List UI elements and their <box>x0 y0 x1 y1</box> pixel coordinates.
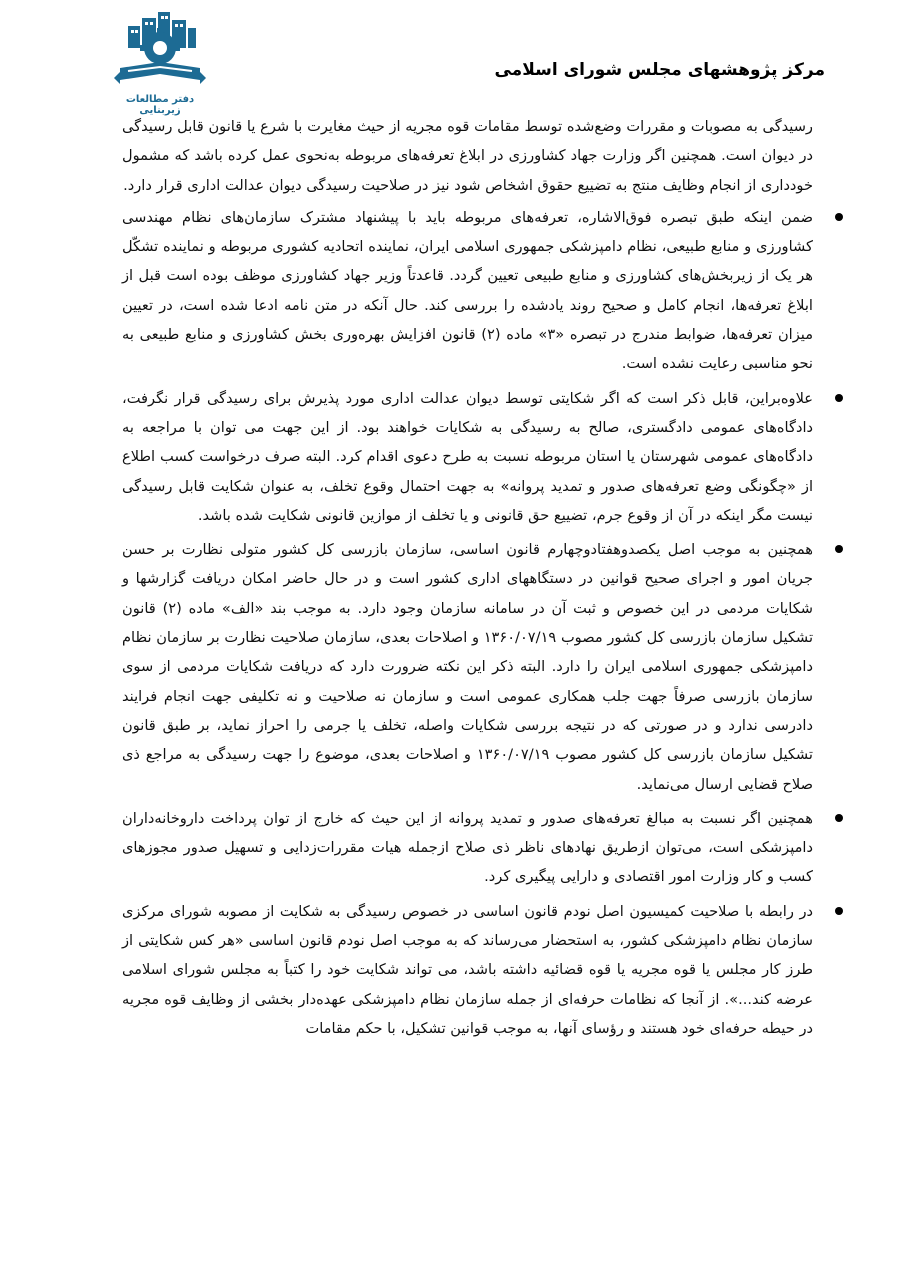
header-title: مرکز پژوهشهای مجلس شورای اسلامی <box>494 60 825 80</box>
logo <box>110 10 210 116</box>
bullet-icon <box>835 213 843 221</box>
bullet-icon <box>835 545 843 553</box>
list-item-text: در رابطه با صلاحیت کمیسیون اصل نودم قانون اساسی در خصوص رسیدگی به شکایت از مصوبه شورای مرکزی سازمان نظام دامپزشکی کشور، به استحضار می‌رساند که به موجب اصل نودم قانون اساسی «هر کس شکایتی از طرز کار مجلس یا قوه مجریه یا قوه قضائیه داشته باشد، می تواند شکایت خود را کتباً به مجلس شورای اسلامی عرضه کند...». از آنجا که نظامات حرفه‌ای از جمله سازمان نظام دامپزشکی عهده‌دار بخشی از وظایف قوه مجریه در حیطه حرفه‌ای خود هستند و رؤسای آنها، به موجب قوانین تشکیل، با حکم مقامات <box>122 902 813 1037</box>
bullet-icon <box>835 814 843 822</box>
institution-logo-icon <box>110 10 210 94</box>
list-item <box>122 384 813 530</box>
bullet-icon <box>835 907 843 915</box>
bullet-list <box>122 203 813 1043</box>
list-item-text: علاوه‌براین، قابل ذکر است که اگر شکایتی توسط دیوان عدالت اداری مورد پذیرش برای رسیدگی قرار نگرفت، دادگاه‌های عمومی دادگستری، صالح به رسیدگی به شکایات خواهند بود. از این جهت می توان با مراجعه به دادگاه‌های عمومی شهرستان یا استان مربوطه نسبت به طرح دعوی اقدام کرد. البته صرف درخواست کسب اطلاع از «چگونگی وضع تعرفه‌های صدور و تمدید پروانه» به جهت احتمال وقوع تخلف، به عنوان شکایت قابل رسیدگی نیست مگر اینکه در آن از وقوع جرم، تضییع حق قانونی و یا تخلف از موازین قانونی شکایت شده باشد. <box>122 389 813 524</box>
list-item <box>122 203 813 379</box>
intro-paragraph: رسیدگی به مصوبات و مقررات وضع‌شده توسط مقامات قوه مجریه از حیث مغایرت با شرع یا قانون قابل رسیدگی در دیوان است. همچنین اگر وزارت جهاد کشاورزی در ابلاغ تعرفه‌های مربوطه به‌نحوی عمل کرده باشد که مشمول خودداری از انجام وظایف منتج به تضییع حقوق اشخاص شود نیز در صلاحیت رسیدگی دیوان عدالت اداری قرار دارد. <box>122 118 813 194</box>
list-item-text: همچنین اگر نسبت به مبالغ تعرفه‌های صدور و تمدید پروانه از این حیث که خارج از توان پرداخت داروخانه‌داران دامپزشکی است، می‌توان ازطریق نهادهای ناظر ذی صلاح ازجمله هیات مقررات‌زدایی و تسهیل صدور مجوزهای کسب و کار وزارت امور اقتصادی و دارایی پیگیری کرد. <box>122 809 813 886</box>
list-item <box>122 897 813 1043</box>
logo-caption: دفتر مطالعات زیربنایی <box>125 94 195 116</box>
list-item <box>122 804 813 892</box>
document-body <box>122 112 813 1048</box>
list-item-text: همچنین به موجب اصل یکصدوهفتادوچهارم قانون اساسی، سازمان بازرسی کل کشور متولی نظارت بر حسن جریان امور و اجرای صحیح قوانین در دستگاههای اداری کشور است و در حال حاضر امکان دریافت گزارشها و شکایات مردمی در این خصوص و ثبت آن در سامانه سازمان وجود دارد. به موجب بند «الف» ماده (۲) قانون تشکیل سازمان بازرسی کل کشور مصوب ۱۳۶۰/۰۷/۱۹ و اصلاحات بعدی، سازمان صلاحیت نظارت بر سازمان نظام دامپزشکی جمهوری اسلامی ایران را دارد. البته ذکر این نکته ضرورت دارد که دریافت شکایات مردمی از سوی سازمان بازرسی صرفاً جهت جلب همکاری عمومی است و سازمان نه صلاحیت و نه تکلیفی جهت انجام فرایند دادرسی ندارد و در صورتی که در نتیجه بررسی شکایات واصله، تخلف یا جرمی را احراز نماید، بر طبق قانون تشکیل سازمان بازرسی کل کشور مصوب ۱۳۶۰/۰۷/۱۹ و اصلاحات بعدی، موضوع را جهت رسیدگی به مراجع ذی صلاح قضایی ارسال می‌نماید. <box>122 541 813 793</box>
list-item-text: ضمن اینکه طبق تبصره فوق‌الاشاره، تعرفه‌های مربوطه باید با پیشنهاد مشترک سازمان‌های نظام مهندسی کشاورزی و منابع طبیعی، نظام دامپزشکی جمهوری اسلامی ایران، نماینده اتحادیه کشوری مربوطه و نماینده تشکّل هر یک از زیربخش‌های کشاورزی و منابع طبیعی تعیین گردد. قاعدتاً وزیر جهاد کشاورزی موظف بوده است قبل از ابلاغ تعرفه‌ها، انجام کامل و صحیح روند یادشده را بررسی کند. حال آنکه در متن نامه ادعا شده است، در تعیین میزان تعرفه‌ها، ضوابط مندرج در تبصره «۳» ماده (۲) قانون افزایش بهره‌وری بخش کشاورزی و منابع طبیعی به نحو مناسبی رعایت نشده است. <box>122 208 814 373</box>
list-item <box>122 535 813 799</box>
bullet-icon <box>835 394 843 402</box>
